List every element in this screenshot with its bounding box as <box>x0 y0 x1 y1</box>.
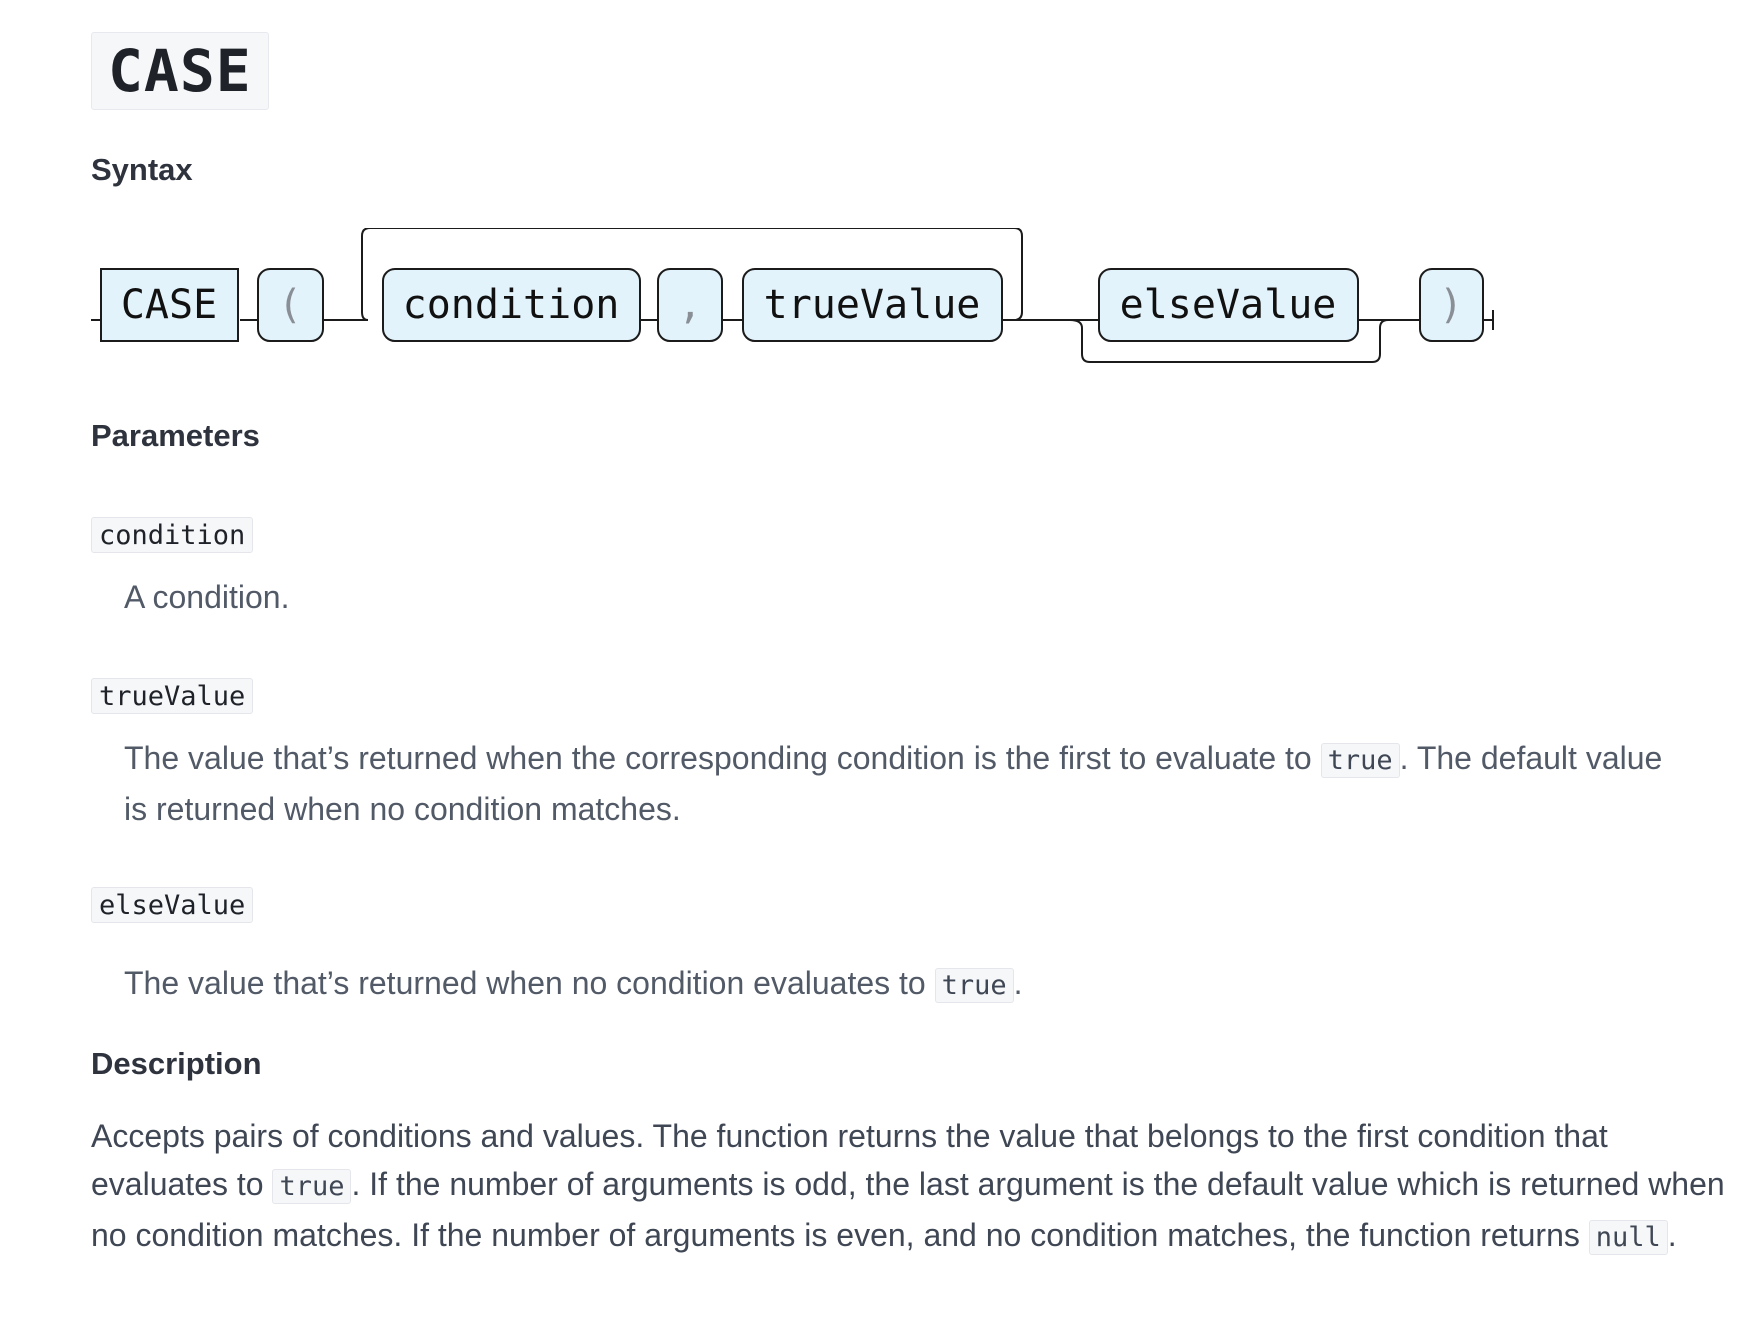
true-value-label: trueValue <box>763 282 981 328</box>
close-paren-label: ) <box>1438 282 1464 328</box>
inline-code: true <box>1321 743 1400 778</box>
keyword-case-label: CASE <box>120 282 218 328</box>
track-end <box>1483 310 1493 330</box>
description-body: Accepts pairs of conditions and values. The function returns the value that belongs to the first condition that evaluates to true . If the number of arguments is odd, the last argument is the default value which is returned when no condition matches. If the number of arguments is even, and no condition matches, the function returns null . <box>91 1118 1725 1253</box>
true-value-token <box>743 269 1002 341</box>
parameters-heading: Parameters <box>91 418 260 453</box>
condition-token <box>383 269 640 341</box>
keyword-case <box>101 269 238 341</box>
comma-token <box>658 269 722 341</box>
param-true-value-name: trueValue <box>91 678 253 714</box>
else-value-label: elseValue <box>1119 282 1337 328</box>
inline-code: true <box>935 968 1014 1003</box>
param-condition-name: condition <box>91 517 253 553</box>
param-true-value-description: The value that’s returned when the corresponding condition is the first to evaluate to true . The default value is returned when no condition matches. <box>124 740 1663 827</box>
close-paren-token <box>1420 269 1483 341</box>
syntax-heading: Syntax <box>91 152 193 187</box>
function-title: CASE <box>91 32 269 110</box>
param-condition-description: A condition. <box>124 579 290 615</box>
description-heading: Description <box>91 1046 262 1081</box>
open-paren-token <box>258 269 323 341</box>
syntax-railroad-diagram <box>0 228 1520 378</box>
inline-code: true <box>272 1169 351 1204</box>
open-paren-label: ( <box>277 282 303 328</box>
param-else-value-name: elseValue <box>91 887 253 923</box>
comma-label: , <box>677 282 703 328</box>
track-start <box>91 310 101 330</box>
param-else-value-description: The value that’s returned when no condition evaluates to true . <box>124 965 1023 1001</box>
else-value-token <box>1099 269 1358 341</box>
inline-code: null <box>1589 1220 1668 1255</box>
condition-label: condition <box>402 282 620 328</box>
